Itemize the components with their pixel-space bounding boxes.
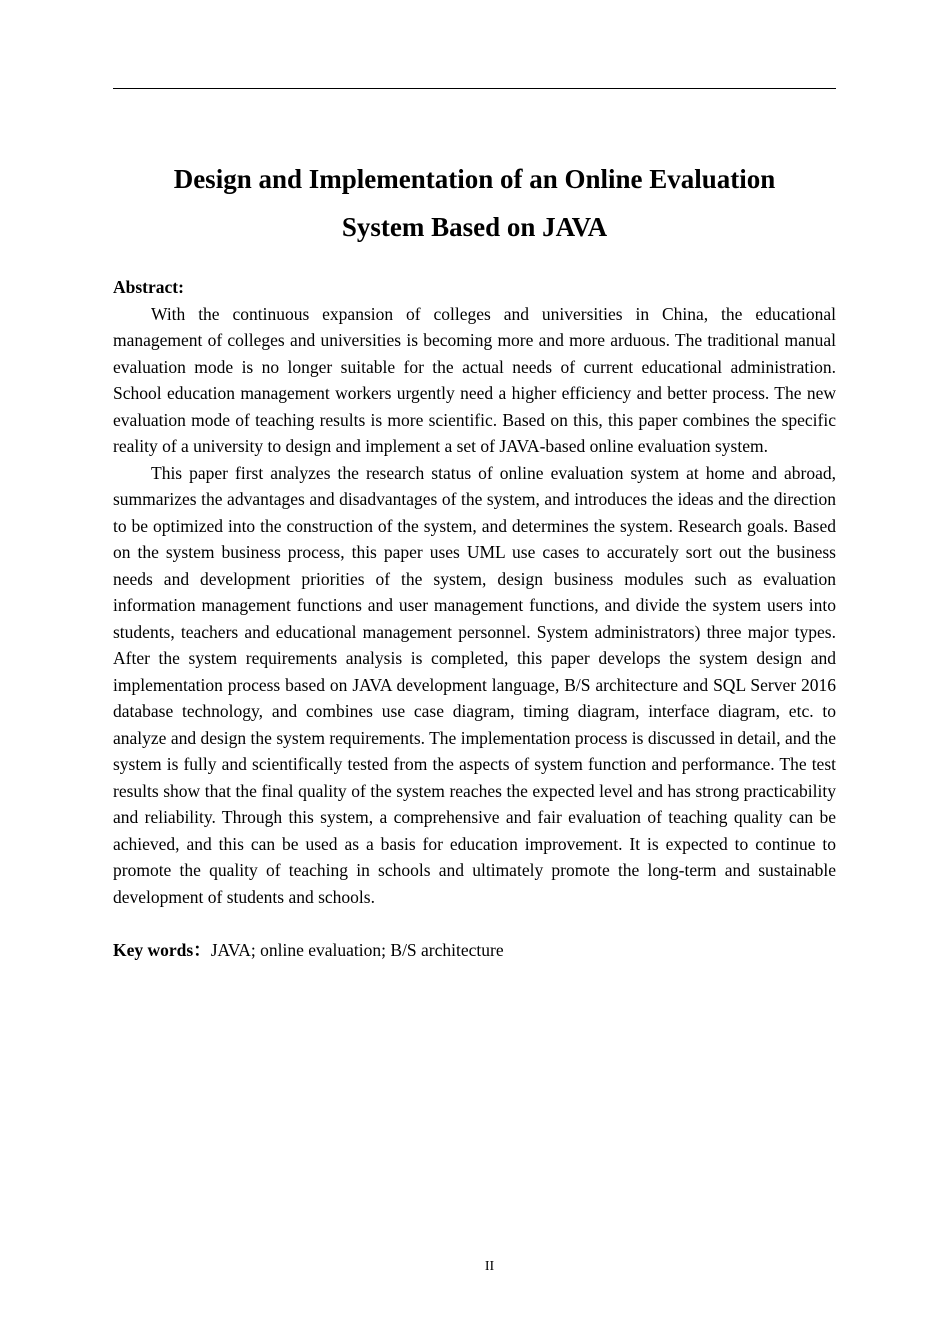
paper-title	[113, 155, 836, 251]
abstract-paragraph-2: This paper first analyzes the research status of online evaluation system at home and abroad, summarizes the advantages and disadvantages of the system, and introduces the ideas and the direction to be optimized into the construction of the system, and determines the system. Research goals. Based on the system business process, this paper uses UML use cases to accurately sort out the business needs and development priorities of the system, design business modules such as evaluation information management functions and user management functions, and divide the system users into students, teachers and educational management personnel. System administrators) three major types. After the system requirements analysis is completed, this paper develops the system design and implementation process based on JAVA development language, B/S architecture and SQL Server 2016 database technology, and combines use case diagram, timing diagram, interface diagram, etc. to analyze and design the system requirements. The implementation process is discussed in detail, and the system is fully and scientifically tested from the aspects of system function and performance. The test results show that the final quality of the system reaches the expected level and has strong practicability and reliability. Through this system, a comprehensive and fair evaluation of teaching quality can be achieved, and this can be used as a basis for education improvement. It is expected to continue to promote the quality of teaching in schools and ultimately promote the long-term and sustainable development of students and schools.	[113, 462, 836, 907]
abstract-section	[113, 274, 836, 963]
header-rule	[113, 88, 836, 89]
abstract-paragraph-1: With the continuous expansion of colleges and universities in China, the educational management of colleges and universities is becoming more and more arduous. The traditional manual evaluation mode is no longer suitable for the actual needs of current educational administration. School education management workers urgently need a higher efficiency and better process. The new evaluation mode of teaching results is more scientific. Based on this, this paper combines the specific reality of a university to design and implement a set of JAVA-based online evaluation system.	[113, 303, 836, 456]
abstract-heading: Abstract:	[113, 277, 184, 297]
paper-title-line-2: System Based on JAVA	[341, 212, 608, 242]
page-number: II	[484, 1259, 495, 1274]
paper-title-line-1: Design and Implementation of an Online Evaluation	[173, 164, 776, 194]
keywords-line	[113, 937, 836, 964]
keywords-text: JAVA; online evaluation; B/S architecture	[210, 939, 504, 960]
keywords-label: Key words：	[113, 939, 211, 960]
